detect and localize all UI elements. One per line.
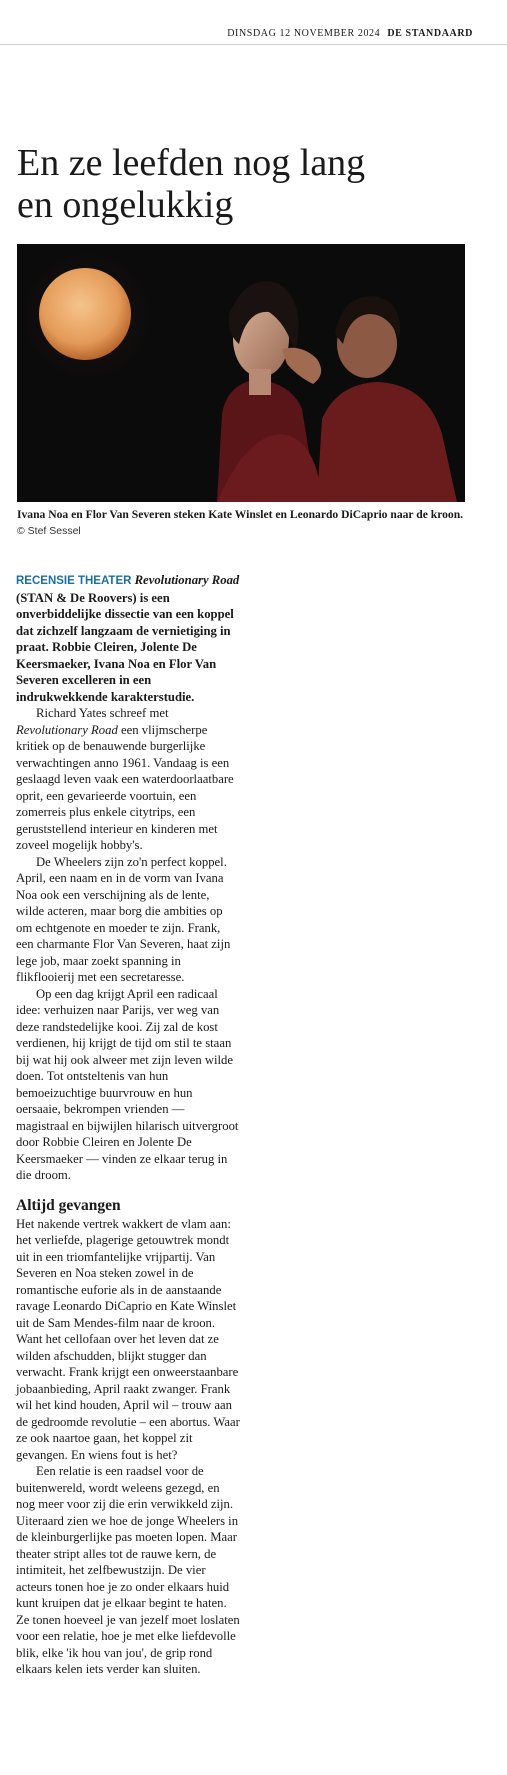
moon-lamp <box>39 268 131 360</box>
lede-title: Revolutionary Road <box>134 573 240 587</box>
article-photo <box>17 244 465 502</box>
article-lede <box>16 572 240 705</box>
kicker-section: RECENSIE <box>16 575 75 587</box>
publication-name: DE STANDAARD <box>387 28 473 39</box>
kicker-genre: THEATER <box>77 575 132 587</box>
subheading: Altijd gevangen <box>16 1196 121 1214</box>
body-paragraph: Het nakende vertrek wakkert de vlam aan: het verliefde, plagerige getouwtrek mondt uit in een triomfantelijke vrijpartij. Van Severen en Noa steken zowel in de romantische euforie als in de aanstaande ravage Leonardo DiCaprio en Kate Winslet uit de Sam Mendes-film naar de kroon. Want het cellofaan over het leven dat ze wilden afschudden, blijkt stugger dan verwacht. Frank krijgt een onweerstaanbare jobaanbieding, April raakt zwanger. Frank wil het kind houden, April wil – trouw aan de gedroomde revolutie – een abortus. Waar ze ook naartoe gaan, het koppel zit gevangen. En wiens fout is het? <box>16 1216 240 1462</box>
body-paragraph: Een relatie is een raadsel voor de buitenwereld, wordt weleens gezegd, en nog meer voor zij die erin verwikkeld zijn. Uiteraard zien we hoe de jonge Wheelers in de kleinburgerlijke pas moeten lopen. Maar theater stript alles tot de rauwe kern, de intimiteit, het zelfbewustzijn. De vier acteurs tonen hoe je zo onder elkaars huid kunt kruipen dat je elkaar begint te haten. Ze tonen hoeveel je van jezelf moet loslaten voor een relatie, hoe je met elke liefdevolle blik, elke 'ik hou van jou', de grip rond elkaars kelen iets verder kan sluiten. <box>16 1464 240 1676</box>
dateline <box>227 28 473 39</box>
photo-caption <box>17 507 472 539</box>
body-paragraph: Op een dag krijgt April een radicaal idee: verhuizen naar Parijs, ver weg van deze randstedelijke kooi. Zij zal de kost verdienen, hij krijgt de tijd om stil te staan bij wat hij ook alweer met zijn leven wilde doen. Tot ontsteltenis van hun bemoeizuchtige buurvrouw en hun oersaaie, bekrompen vrienden — magistraal en bijwijlen hilarisch uitvergroot door Robbie Cleiren en Jolente De Keersmaeker — vinden ze elkaar terug in die droom. <box>16 986 239 1182</box>
headline-line-1: En ze leefden nog lang <box>17 142 366 184</box>
article-column-left <box>16 572 240 1678</box>
caption-text: Ivana Noa en Flor Van Severen steken Kate Winslet en Leonardo DiCaprio naar de kroon. <box>17 508 464 521</box>
photo-credit: © Stef Sessel <box>17 525 81 537</box>
body-paragraph: De Wheelers zijn zo'n perfect koppel. April, een naam en in de vorm van Ivana Noa ook een verschijning als de lente, wilde acteren, maar borg die ambities op om echtgenote en moeder te zijn. Frank, een charmante Flor Van Severen, haat zijn lege job, maar zoekt spanning in flikflooierij met een secretaresse. <box>16 854 231 984</box>
lede-text: (STAN & De Roovers) is een onverbiddelijke dissectie van een koppel dat zichzelf langzaam de vernietiging in praat. Robbie Cleiren, Jolente De Keersmaeker, Ivana Noa en Flor Van Severen excelleren in een indrukwekkende karakterstudie. <box>16 590 234 704</box>
body-paragraph: Richard Yates schreef met Revolutionary Road een vlijmscherpe kritiek op de benauwende burgerlijke verwachtingen anno 1961. Vandaag is een geslaagd leven vaak een waterdoorlaatbare oprit, een gevarieerde voortuin, een zomerreis plus enkele citytrips, een geruststellend interieur en kinderen met zoveel mogelijk hobby's. <box>16 706 234 852</box>
headline-line-2: en ongelukkig <box>17 184 234 226</box>
stage-photo-illustration <box>17 244 465 502</box>
article-headline <box>17 142 487 226</box>
masthead-bar <box>0 0 507 45</box>
issue-date: DINSDAG 12 NOVEMBER 2024 <box>227 28 381 39</box>
